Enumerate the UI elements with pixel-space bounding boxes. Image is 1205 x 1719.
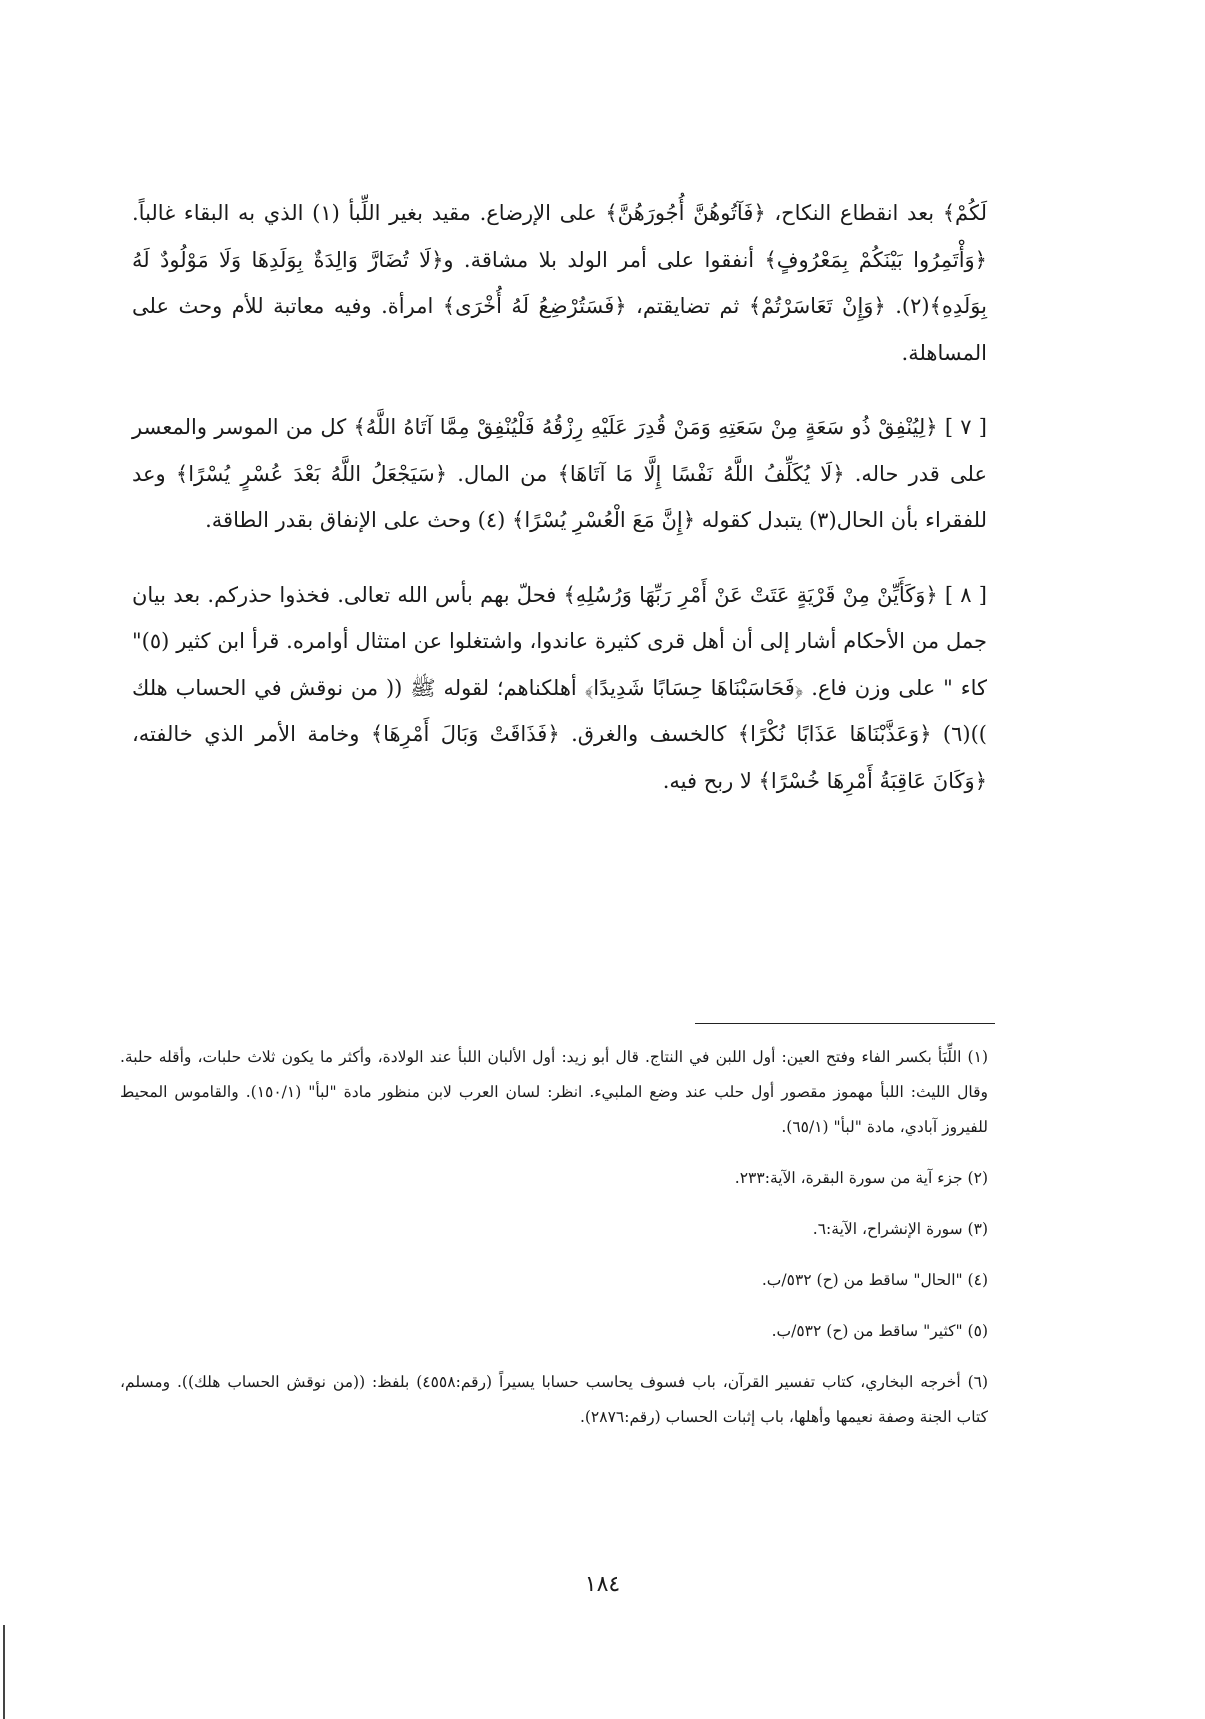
footnote-line: (٣) سورة الإنشراح، الآية:٦. — [812, 1220, 988, 1238]
text-line: [ ٨ ] ﴿وَكَأَيِّنْ مِنْ قَرْيَةٍ عَتَتْ عَنْ أَمْرِ رَبِّهَا وَرُسُلِهِ﴾ فحلّ بهم بأس الله تعالى. فخذوا — [279, 582, 987, 607]
footnote-6 — [120, 1365, 988, 1435]
footnote-line: (٢) جزء آية من سورة البقرة، الآية:٢٣٣. — [734, 1169, 988, 1187]
footnote-line: الحساب هلك)). ومسلم، كتاب الجنة وصفة نعيمها وأهلها، باب إثبات الحساب (رقم:٢٨٧٦). — [120, 1373, 988, 1426]
text-line: البقاء غالباً. ﴿وَأْتَمِرُوا بَيْنَكُمْ بِمَعْرُوفٍ﴾ أنفقوا على أمر الولد بلا مشاقة. و﴿لَا تُضَارَّ وَالِدَةٌ — [132, 201, 987, 272]
footnote-5 — [120, 1314, 988, 1349]
footnote-separator — [695, 1023, 995, 1024]
text-line: لَكُمْ﴾ بعد انقطاع النكاح، ﴿فَآتُوهُنَّ أُجُورَهُنَّ﴾ على الإرضاع. مقيد بغير اللِّبأ (١) الذي به — [238, 201, 987, 225]
text-line: بَعْدَ عُسْرٍ يُسْرًا﴾ وعد للفقراء بأن الحال(٣) يتبدل كقوله ﴿إِنَّ مَعَ الْعُسْرِ يُسْرًا﴾ (٤) وحث — [132, 461, 987, 532]
text-line: على الإنفاق بقدر الطاقة. — [205, 508, 421, 532]
paragraph-verse-7 — [132, 404, 987, 544]
text-line: وفيه معاتبة للأم وحث على المساهلة. — [132, 294, 987, 365]
footnote-2 — [120, 1161, 988, 1196]
footnote-line: "لبأ" (١٥٠/١). والقاموس المحيط للفيروز آبادي، مادة "لبأ" (٦٥/١). — [120, 1083, 988, 1136]
text-line: [ ٧ ] ﴿لِيُنْفِقْ ذُو سَعَةٍ مِنْ سَعَتِهِ وَمَنْ قُدِرَ عَلَيْهِ رِزْقُهُ فَلْيُنْفِقْ مِمَّا آتَاهُ اللَّهُ﴾ كل من — [285, 415, 987, 439]
paragraph-verse-8 — [132, 572, 987, 805]
paragraph-continuation — [132, 190, 987, 376]
page-number: ١٨٤ — [584, 1572, 621, 1597]
footnote-line: (٦) أخرجه البخاري، كتاب تفسير القرآن، باب فسوف يحاسب حسابا يسيراً (رقم:٤٥٥٨) بلفظ: ((من نوقش — [286, 1373, 989, 1391]
text-line: بِوَلَدِهَا وَلَا مَوْلُودٌ لَهُ بِوَلَدِهِ﴾(٢). ﴿وَإِنْ تَعَاسَرْتُمْ﴾ ثم تضايقتم، ﴿فَسَتُرْضِعُ لَهُ أُخْرَى﴾ امرأة. — [132, 247, 987, 318]
scan-edge-mark — [3, 1625, 5, 1719]
footnote-line: (٤) "الحال" ساقط من (ح) ٥٣٢/ب. — [761, 1271, 988, 1289]
footnote-line: (٥) "كثير" ساقط من (ح) ٥٣٢/ب. — [771, 1322, 988, 1340]
footnote-line: حلبات، وأقله حلبة. وقال الليث: اللبأ مهموز مقصور أول حلب عند وضع الملبيء. انظر: لسان العرب لابن منظور مادة — [120, 1048, 988, 1101]
text-line: حذركم. بعد بيان جمل من الأحكام أشار إلى أن أهل قرى كثيرة عاندوا، واشتغلوا عن امتثال — [132, 582, 987, 653]
text-line: لقوله ﷺ (( من نوقش في الحساب هلك ))(٦) ﴿وَعَذَّبْنَاهَا عَذَابًا نُكْرًا﴾ كالخسف والغرق. — [132, 675, 987, 746]
footnote-3 — [120, 1212, 988, 1247]
footnote-line: (١) اللِّبَأ بكسر الفاء وفتح العين: أول اللبن في النتاج. قال أبو زيد: أول الألبان اللبأ عند الولادة، وأكثر ما يكون ثلاث — [247, 1048, 988, 1066]
footnote-1 — [120, 1040, 988, 1145]
text-line: ﴿فَذَاقَتْ وَبَالَ أَمْرِهَا﴾ وخامة الأمر الذي خالفته، ﴿وَكَانَ عَاقِبَةُ أَمْرِهَا خُسْرًا﴾ لا ربح فيه. — [132, 722, 987, 793]
footnotes — [120, 1040, 988, 1435]
footnote-4 — [120, 1263, 988, 1298]
main-text — [132, 190, 987, 804]
text-line: أوامره. قرأ ابن كثير (٥)" كاء " على وزن فاع. ﴿فَحَاسَبْنَاهَا حِسَابًا شَدِيدًا﴾ أهلكناهم؛ — [132, 629, 987, 700]
text-line: الموسر والمعسر على قدر حاله. ﴿لَا يُكَلِّفُ اللَّهُ نَفْسًا إِلَّا مَا آتَاهَا﴾ من المال. ﴿سَيَجْعَلُ اللَّهُ — [132, 415, 987, 486]
